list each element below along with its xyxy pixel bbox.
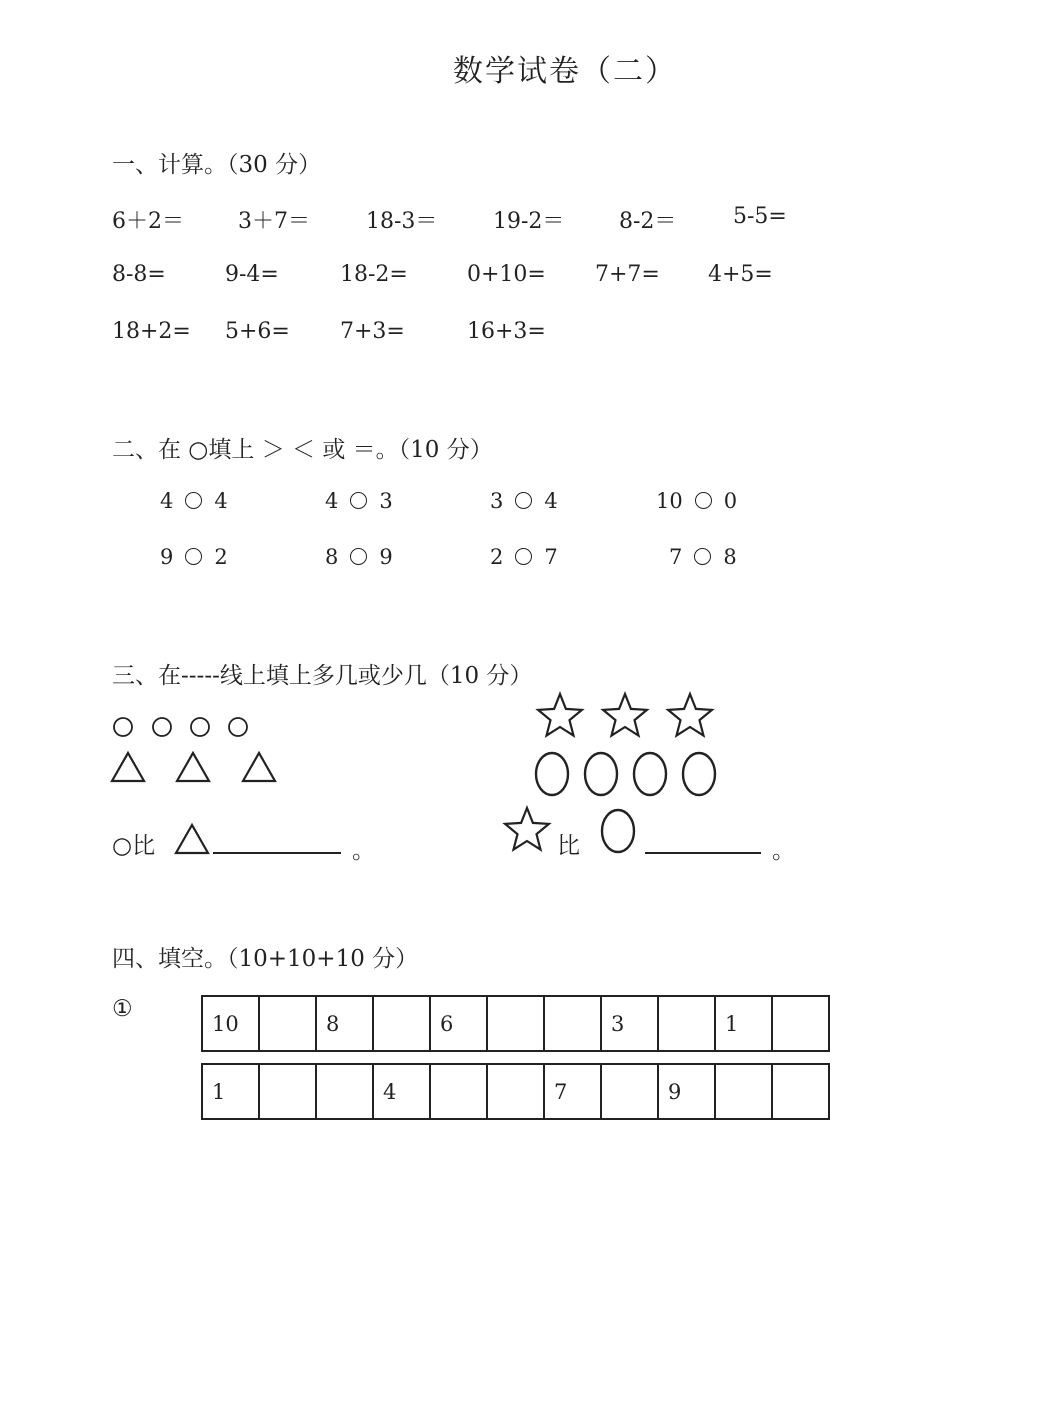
problem: 3＋7＝ <box>238 209 310 234</box>
grid-cell[interactable]: 1 <box>715 996 772 1051</box>
triangle-icon <box>112 753 144 781</box>
circle-row <box>112 715 252 739</box>
circle-icon <box>114 718 132 736</box>
section-2-heading: 二、在 ○填上 ＞ ＜ 或 ＝。（10 分） <box>112 437 493 463</box>
star-icon <box>538 694 582 736</box>
section-3-heading: 三、在-----线上填上多几或少几（10 分） <box>112 663 533 689</box>
comparison-item: 4 4 <box>160 489 228 513</box>
grid-cell[interactable] <box>715 1064 772 1119</box>
circle-icon <box>153 718 171 736</box>
answer-circle[interactable] <box>695 492 712 509</box>
grid-cell[interactable]: 1 <box>202 1064 259 1119</box>
circle-icon <box>191 718 209 736</box>
answer-circle[interactable] <box>694 548 711 565</box>
star-row <box>531 692 721 738</box>
problem: 18-3＝ <box>366 209 438 234</box>
grid-cell[interactable]: 4 <box>373 1064 430 1119</box>
problem: 6＋2＝ <box>112 209 184 234</box>
answer-circle[interactable] <box>185 548 202 565</box>
problem: 5-5= <box>733 204 787 229</box>
circle-compare-label: ○比 <box>112 833 156 859</box>
comparison-item: 2 7 <box>490 545 558 569</box>
grid-cell[interactable] <box>601 1064 658 1119</box>
star-icon <box>603 694 647 736</box>
problem: 0+10= <box>467 262 546 287</box>
grid-cell[interactable] <box>487 1064 544 1119</box>
table-row <box>202 996 829 1051</box>
comparison-item: 7 8 <box>669 545 737 569</box>
number-sequence-grid <box>201 1063 830 1120</box>
grid-cell[interactable] <box>373 996 430 1051</box>
star-icon <box>500 806 558 852</box>
triangle-icon <box>174 822 214 856</box>
answer-circle[interactable] <box>350 492 367 509</box>
star-icon <box>668 694 712 736</box>
section-4-heading: 四、填空。（10+10+10 分） <box>112 946 419 972</box>
grid-cell[interactable] <box>259 996 316 1051</box>
section-1-heading: 一、计算。（30 分） <box>112 152 322 178</box>
grid-cell[interactable] <box>259 1064 316 1119</box>
answer-circle[interactable] <box>515 548 532 565</box>
problem: 19-2＝ <box>493 209 565 234</box>
answer-blank[interactable] <box>645 852 761 854</box>
problem: 18+2= <box>112 319 191 344</box>
oval-icon <box>599 808 637 856</box>
grid-cell[interactable] <box>658 996 715 1051</box>
answer-circle[interactable] <box>515 492 532 509</box>
problem: 16+3= <box>467 319 546 344</box>
oval-icon <box>585 753 617 795</box>
answer-circle[interactable] <box>350 548 367 565</box>
comparison-item: 3 4 <box>490 489 558 513</box>
grid-cell[interactable]: 3 <box>601 996 658 1051</box>
grid-cell[interactable]: 10 <box>202 996 259 1051</box>
triangle-icon <box>243 753 275 781</box>
grid-cell[interactable]: 8 <box>316 996 373 1051</box>
grid-cell[interactable]: 9 <box>658 1064 715 1119</box>
oval-icon <box>536 753 568 795</box>
grid-cell[interactable] <box>316 1064 373 1119</box>
problem: 7+3= <box>340 319 405 344</box>
bi-label: 比 <box>557 833 580 859</box>
oval-icon <box>683 753 715 795</box>
problem: 4+5= <box>708 262 773 287</box>
problem: 8-8= <box>112 262 166 287</box>
grid-cell[interactable] <box>487 996 544 1051</box>
triangle-icon <box>177 753 209 781</box>
grid-cell[interactable] <box>544 996 601 1051</box>
comparison-item: 8 9 <box>325 545 393 569</box>
item-marker: ① <box>112 996 133 1022</box>
problem: 8-2＝ <box>619 209 677 234</box>
grid-cell[interactable] <box>430 1064 487 1119</box>
table-row <box>202 1064 829 1119</box>
problem: 5+6= <box>225 319 290 344</box>
grid-cell[interactable] <box>772 1064 829 1119</box>
period: 。 <box>352 838 375 864</box>
comparison-item: 4 3 <box>325 489 393 513</box>
triangle-row <box>110 750 280 784</box>
answer-circle[interactable] <box>185 492 202 509</box>
oval-row <box>533 750 723 798</box>
grid-cell[interactable] <box>772 996 829 1051</box>
comparison-item: 10 0 <box>656 489 738 513</box>
problem: 9-4= <box>225 262 279 287</box>
number-sequence-grid <box>201 995 830 1052</box>
page-title: 数学试卷（二） <box>453 54 677 89</box>
answer-blank[interactable] <box>213 852 341 854</box>
grid-cell[interactable]: 6 <box>430 996 487 1051</box>
grid-cell[interactable]: 7 <box>544 1064 601 1119</box>
comparison-item: 9 2 <box>160 545 228 569</box>
circle-icon <box>229 718 247 736</box>
problem: 7+7= <box>595 262 660 287</box>
period: 。 <box>772 838 795 864</box>
problem: 18-2= <box>340 262 408 287</box>
oval-icon <box>634 753 666 795</box>
